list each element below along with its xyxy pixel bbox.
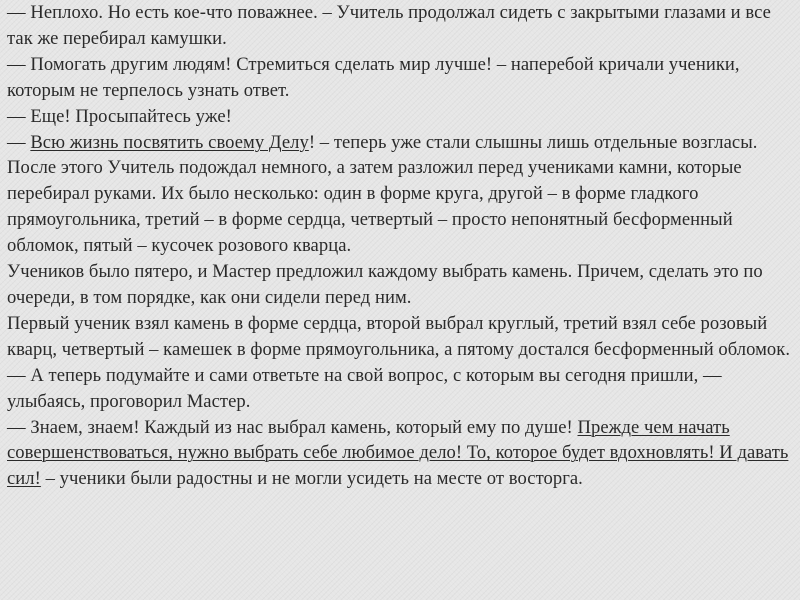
text-segment: Первый ученик взял камень в форме сердца, второй выбрал круглый, третий взял себе розовый кварц, четвертый – камешек в форме прямоугольника, а пятому достался бесформенный обломок. bbox=[7, 312, 791, 360]
text-segment: — Знаем, знаем! Каждый из нас выбрал камень, который ему по душе! bbox=[7, 416, 578, 438]
paragraph-stones-laid-out bbox=[7, 155, 795, 259]
text-segment: — Еще! Просыпайтесь уже! bbox=[7, 105, 232, 127]
text-segment: — bbox=[7, 131, 31, 153]
text-segment: – ученики были радостны и не могли усидеть на месте от восторга. bbox=[40, 468, 583, 490]
paragraph-five-students bbox=[7, 259, 795, 311]
paragraph-students-answer bbox=[7, 415, 795, 493]
paragraph-wake-up bbox=[7, 104, 795, 130]
underlined-phrase: Прежде чем начать совершенствоваться, нужно выбрать себе любимое дело! То, которое будет вдохновлять! И давать сил! bbox=[7, 416, 789, 490]
text-segment: — Помогать другим людям! Стремиться сделать мир лучше! – наперебой кричали ученики, которым не терпелось узнать ответ. bbox=[7, 53, 740, 101]
text-segment: После этого Учитель подождал немного, а затем разложил перед учениками камни, которые перебирал руками. Их было несколько: один в форме круга, другой – в форме гладкого прямоугольника, третий – в форме сердца, четвертый – просто непонятный бесформенный обломок, пятый – кусочек розового кварца. bbox=[7, 157, 742, 257]
text-segment: Учеников было пятеро, и Мастер предложил каждому выбрать камень. Причем, сделать это по очереди, в том порядке, как они сидели перед ним. bbox=[7, 261, 763, 308]
paragraph-students-shout-1 bbox=[7, 52, 795, 104]
paragraph-stone-choices bbox=[7, 311, 795, 363]
story-text-body bbox=[7, 0, 795, 492]
underlined-phrase: Всю жизнь посвятить своему Делу bbox=[30, 131, 309, 153]
text-segment: — Неплохо. Но есть кое-что поважнее. – Учитель продолжал сидеть с закрытыми глазами и все так же перебирал камушки. bbox=[7, 2, 771, 49]
paragraph-devote-life bbox=[7, 130, 795, 156]
paragraph-teacher-reply-1 bbox=[7, 0, 795, 52]
text-segment: — А теперь подумайте и сами ответьте на свой вопрос, с которым вы сегодня пришли, — улыбаясь, проговорил Мастер. bbox=[7, 364, 722, 412]
text-segment: ! – теперь уже стали слышны лишь отдельные возгласы. bbox=[308, 131, 758, 153]
paragraph-master-question bbox=[7, 363, 795, 415]
